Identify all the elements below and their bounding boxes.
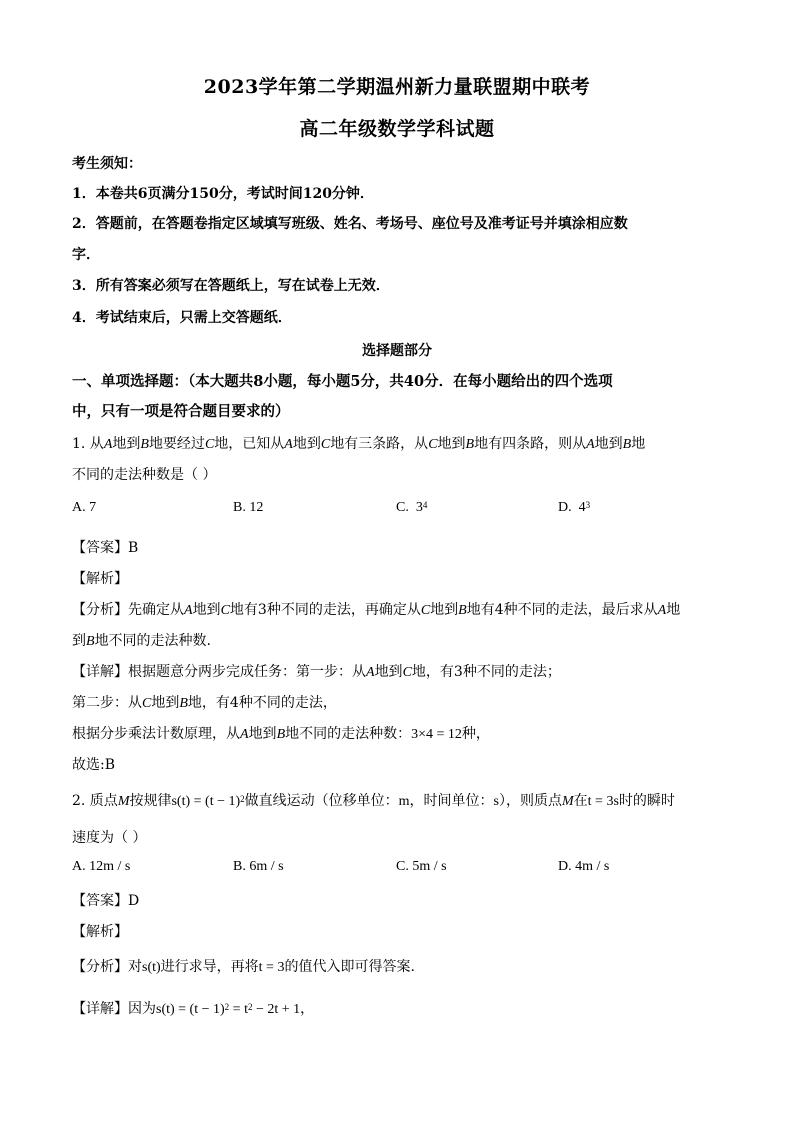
exam-title: 2023学年第二学期温州新力量联盟期中联考: [203, 76, 591, 98]
q1-analysis-tag: 【解析】: [72, 571, 128, 587]
q2-stem-line2: 速度为（ ）: [72, 830, 147, 846]
section-heading-line2: 中，只有一项是符合题目要求的）: [72, 403, 290, 420]
q2-fenxi: 【分析】对s(t)进行求导，再将t = 3的值代入即可得答案.: [72, 959, 415, 975]
instruction-item-4: 4．考试结束后，只需上交答题纸．: [72, 310, 292, 326]
instruction-item-2-cont: 字．: [72, 247, 100, 263]
instruction-item-2: 2．答题前，在答题卷指定区域填写班级、姓名、考场号、座位号及准考证号并填涂相应数: [72, 216, 628, 232]
q1-option-b: B. 12: [233, 500, 264, 515]
q1-fenxi-line1: 【分析】先确定从A地到C地有3种不同的走法，再确定从C地到B地有4种不同的走法，最后求从A地: [72, 602, 681, 618]
q1-option-c: C. $3^4$: [396, 500, 428, 515]
q1-stem-line1: 1. 从A地到B地要经过C地，已知从A地到C地有三条路，从C地到B地有四条路，则从A地到B地: [72, 436, 646, 452]
section-label: 选择题部分: [362, 343, 432, 359]
q1-answer: 【答案】B: [72, 540, 139, 556]
section-heading-line1: 一、单项选择题：（本大题共8小题，每小题5分，共40分．在每小题给出的四个选项: [72, 373, 613, 390]
q1-detail-line2: 第二步：从C地到B地，有4种不同的走法，: [72, 695, 337, 711]
q1-conclusion: 故选:B: [72, 757, 116, 773]
q2-option-a: A. 12m / s: [72, 859, 131, 874]
q1-option-a: A. 7: [72, 500, 97, 515]
exam-subtitle: 高二年级数学学科试题: [299, 118, 495, 140]
q2-detail: 【详解】因为$s(t) = (t - 1)^2 = t^2 - 2t + 1$，: [72, 1001, 315, 1017]
q2-option-b: B. 6m / s: [233, 859, 284, 874]
q2-stem-line1: 2. 质点M按规律$s(t) = (t - 1)^2$做直线运动（位移单位：m，时间单位：s），则质点M在t = 3s时的瞬时: [72, 793, 675, 809]
q2-option-c: C. 5m / s: [396, 859, 447, 874]
instruction-item-3: 3．所有答案必须写在答题纸上，写在试卷上无效．: [72, 278, 390, 294]
q1-fenxi-line2: 到B地不同的走法种数.: [72, 633, 212, 649]
q2-analysis-tag: 【解析】: [72, 924, 128, 940]
q1-option-d: D. $4^3$: [558, 500, 591, 515]
q2-answer: 【答案】D: [72, 893, 140, 909]
instruction-item-1: 1．本卷共6页满分150分，考试时间120分钟．: [72, 186, 374, 202]
q2-option-d: D. 4m / s: [558, 859, 610, 874]
q1-detail-line3: 根据分步乘法计数原理，从A地到B地不同的走法种数：3×4 = 12种，: [72, 726, 490, 742]
q1-detail-line1: 【详解】根据题意分两步完成任务：第一步：从A地到C地，有3种不同的走法；: [72, 664, 561, 680]
instructions-heading: 考生须知：: [72, 156, 142, 172]
q1-stem-line2: 不同的走法种数是（ ）: [72, 467, 217, 483]
